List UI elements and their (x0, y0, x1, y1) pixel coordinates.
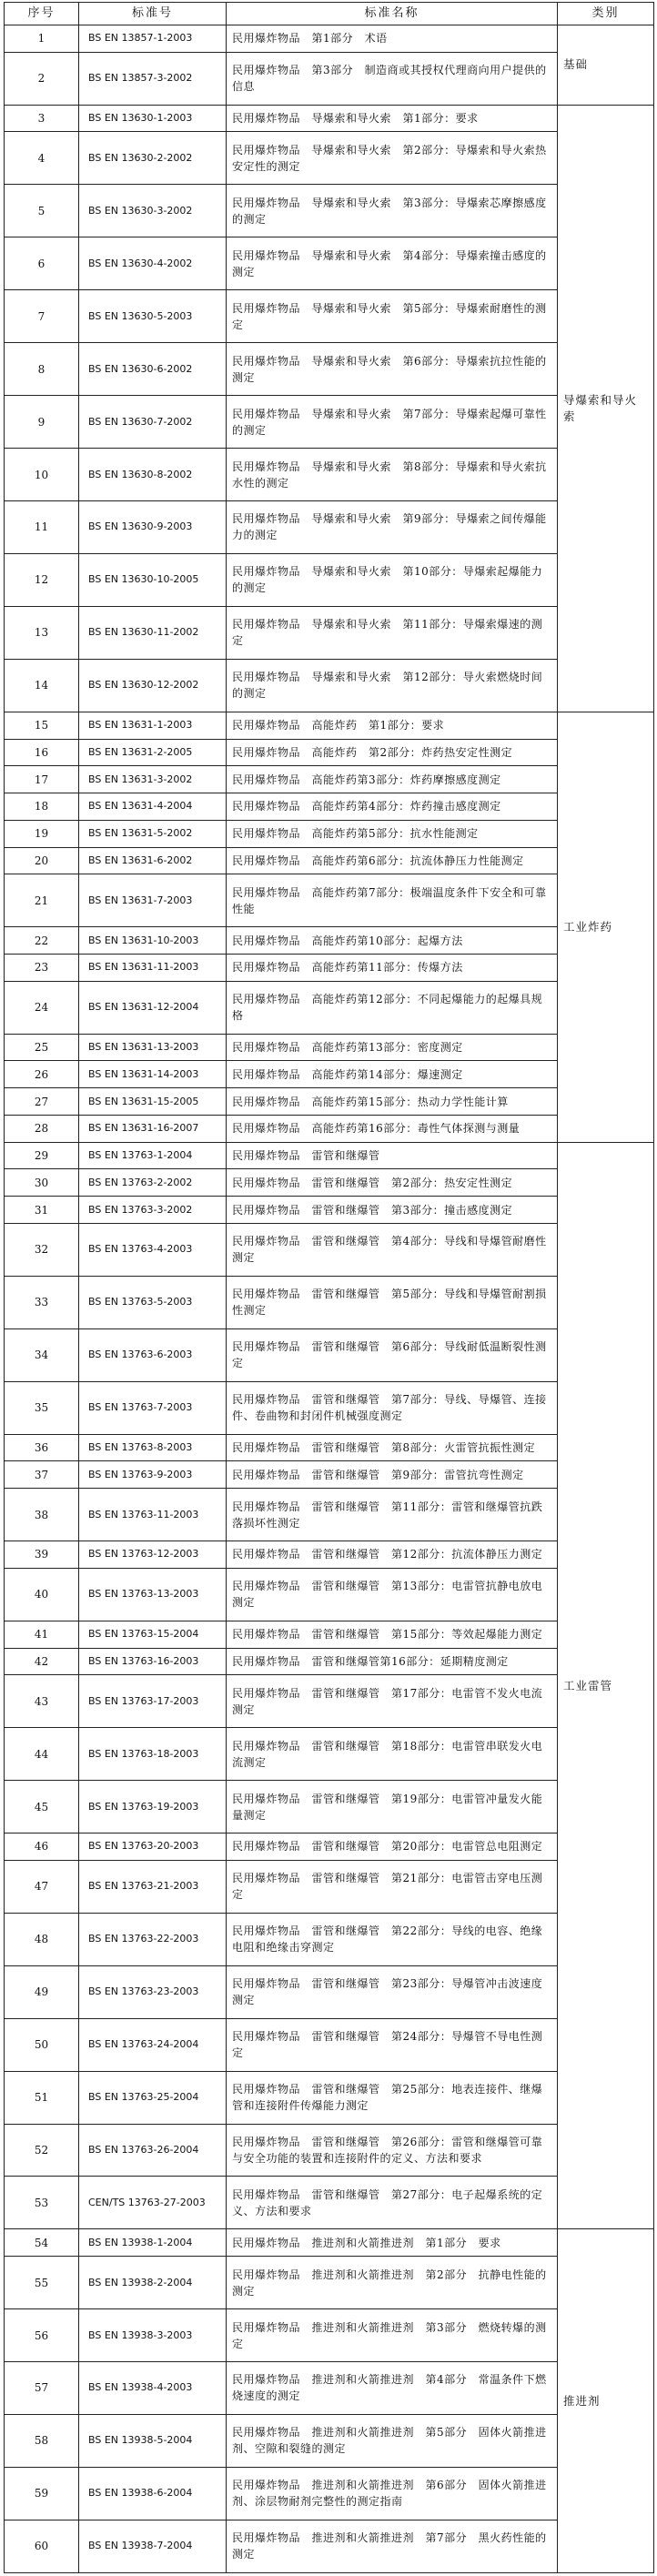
row-number: 40 (5, 1568, 79, 1621)
category-cell: 基础 (558, 25, 654, 106)
table-row (5, 1781, 654, 1834)
standard-name: 民用爆炸物品 雷管和继爆管 第25部分：地表连接件、继爆管和连接附件传爆能力测定 (227, 2071, 558, 2124)
header-no: 序号 (5, 3, 79, 25)
standard-number: BS EN 13630-2-2002 (79, 132, 227, 185)
standard-number: BS EN 13763-25-2004 (79, 2071, 227, 2124)
standard-number: BS EN 13630-9-2003 (79, 501, 227, 554)
standard-name: 民用爆炸物品 第1部分 术语 (227, 25, 558, 53)
standard-name: 民用爆炸物品 导爆索和导火索 第12部分：导火索燃烧时间的测定 (227, 659, 558, 712)
table-row (5, 2071, 654, 2124)
header-standard-number: 标准号 (79, 3, 227, 25)
table-row (5, 1061, 654, 1088)
table-row (5, 2229, 654, 2257)
standards-table-container (4, 2, 653, 2573)
table-row (5, 1328, 654, 1381)
row-number: 8 (5, 343, 79, 396)
standard-name: 民用爆炸物品 雷管和继爆管 第22部分：导线的电容、绝缘电阻和绝缘击穿测定 (227, 1913, 558, 1965)
standard-number: BS EN 13631-4-2004 (79, 793, 227, 821)
standard-name: 民用爆炸物品 导爆索和导火索 第7部分：导爆索起爆可靠性的测定 (227, 396, 558, 449)
standard-name: 民用爆炸物品 推进剂和火箭推进剂 第7部分 黑火药性能的测定 (227, 2520, 558, 2572)
standard-name: 民用爆炸物品 高能炸药 第1部分：要求 (227, 712, 558, 739)
standard-name: 民用爆炸物品 高能炸药第4部分：炸药撞击感度测定 (227, 793, 558, 821)
standard-name: 民用爆炸物品 导爆索和导火索 第5部分：导爆索耐磨性的测定 (227, 290, 558, 343)
standard-name: 民用爆炸物品 雷管和继爆管 第7部分：导线、导爆管、连接件、卷曲物和封闭件机械强度测定 (227, 1381, 558, 1434)
row-number: 12 (5, 553, 79, 606)
table-row (5, 2018, 654, 2071)
row-number: 4 (5, 132, 79, 185)
standard-number: BS EN 13763-22-2003 (79, 1913, 227, 1965)
row-number: 58 (5, 2414, 79, 2467)
standard-number: BS EN 13763-24-2004 (79, 2018, 227, 2071)
standard-number: BS EN 13938-2-2004 (79, 2257, 227, 2309)
standard-number: BS EN 13630-11-2002 (79, 606, 227, 659)
standard-name: 民用爆炸物品 导爆索和导火索 第1部分：要求 (227, 105, 558, 132)
row-number: 17 (5, 766, 79, 793)
standard-number: BS EN 13763-11-2003 (79, 1489, 227, 1541)
category-cell: 推进剂 (558, 2229, 654, 2573)
table-row (5, 1115, 654, 1142)
row-number: 30 (5, 1169, 79, 1197)
standard-number: CEN/TS 13763-27-2003 (79, 2177, 227, 2229)
standard-name: 民用爆炸物品 雷管和继爆管 第5部分：导线和导爆管耐割损性测定 (227, 1276, 558, 1328)
standard-number: BS EN 13763-20-2003 (79, 1834, 227, 1861)
standard-number: BS EN 13630-7-2002 (79, 396, 227, 449)
table-row (5, 954, 654, 981)
table-row (5, 606, 654, 659)
standard-number: BS EN 13763-4-2003 (79, 1223, 227, 1276)
standard-name: 民用爆炸物品 高能炸药 第2部分：炸药热安定性测定 (227, 739, 558, 766)
standard-number: BS EN 13763-16-2003 (79, 1648, 227, 1675)
standard-name: 民用爆炸物品 高能炸药第10部分：起爆方法 (227, 927, 558, 955)
table-row (5, 52, 654, 105)
row-number: 32 (5, 1223, 79, 1276)
table-row (5, 105, 654, 132)
standard-name: 民用爆炸物品 导爆索和导火索 第2部分：导爆索和导火索热安定性的测定 (227, 132, 558, 185)
table-row (5, 2257, 654, 2309)
table-row (5, 1648, 654, 1675)
standards-table (4, 2, 654, 2573)
standard-number: BS EN 13630-5-2003 (79, 290, 227, 343)
standard-name: 民用爆炸物品 雷管和继爆管 第9部分：雷管抗弯性测定 (227, 1461, 558, 1489)
standard-number: BS EN 13763-21-2003 (79, 1860, 227, 1913)
row-number: 1 (5, 25, 79, 53)
standard-name: 民用爆炸物品 雷管和继爆管 第23部分：导爆管冲击波速度测定 (227, 1965, 558, 2018)
table-row (5, 132, 654, 185)
standard-name: 民用爆炸物品 第3部分 制造商或其授权代理商向用户提供的信息 (227, 52, 558, 105)
standard-name: 民用爆炸物品 雷管和继爆管 第12部分：抗流体静压力测定 (227, 1541, 558, 1569)
standard-number: BS EN 13938-6-2004 (79, 2467, 227, 2520)
standard-number: BS EN 13938-1-2004 (79, 2229, 227, 2257)
row-number: 18 (5, 793, 79, 821)
standard-number: BS EN 13630-6-2002 (79, 343, 227, 396)
row-number: 39 (5, 1541, 79, 1569)
standard-number: BS EN 13630-12-2002 (79, 659, 227, 712)
table-row (5, 2124, 654, 2177)
standard-name: 民用爆炸物品 雷管和继爆管 第13部分：电雷管抗静电放电测定 (227, 1568, 558, 1621)
standard-number: BS EN 13631-12-2004 (79, 981, 227, 1034)
row-number: 3 (5, 105, 79, 132)
table-row (5, 2467, 654, 2520)
standard-number: BS EN 13631-6-2002 (79, 847, 227, 874)
row-number: 56 (5, 2309, 79, 2362)
row-number: 54 (5, 2229, 79, 2257)
table-row (5, 1541, 654, 1569)
table-row (5, 927, 654, 955)
standard-number: BS EN 13938-3-2003 (79, 2309, 227, 2362)
standard-number: BS EN 13857-1-2003 (79, 25, 227, 53)
row-number: 6 (5, 237, 79, 290)
standard-name: 民用爆炸物品 导爆索和导火索 第3部分：导爆索芯摩擦感度的测定 (227, 185, 558, 237)
standard-number: BS EN 13763-19-2003 (79, 1781, 227, 1834)
standard-number: BS EN 13630-8-2002 (79, 449, 227, 501)
row-number: 24 (5, 981, 79, 1034)
standard-name: 民用爆炸物品 导爆索和导火索 第4部分：导爆索撞击感度的测定 (227, 237, 558, 290)
standard-number: BS EN 13631-11-2003 (79, 954, 227, 981)
row-number: 2 (5, 52, 79, 105)
standard-name: 民用爆炸物品 雷管和继爆管 (227, 1142, 558, 1169)
table-row (5, 2520, 654, 2572)
standard-number: BS EN 13631-3-2002 (79, 766, 227, 793)
row-number: 38 (5, 1489, 79, 1541)
row-number: 33 (5, 1276, 79, 1328)
table-row (5, 2177, 654, 2229)
standard-name: 民用爆炸物品 导爆索和导火索 第10部分：导爆索起爆能力的测定 (227, 553, 558, 606)
row-number: 29 (5, 1142, 79, 1169)
row-number: 45 (5, 1781, 79, 1834)
standard-name: 民用爆炸物品 高能炸药第12部分：不同起爆能力的起爆具规格 (227, 981, 558, 1034)
standard-name: 民用爆炸物品 高能炸药第3部分：炸药摩擦感度测定 (227, 766, 558, 793)
table-row (5, 847, 654, 874)
row-number: 60 (5, 2520, 79, 2572)
standard-name: 民用爆炸物品 雷管和继爆管 第8部分：火雷管抗振性测定 (227, 1434, 558, 1461)
table-row (5, 2362, 654, 2415)
table-row (5, 739, 654, 766)
row-number: 41 (5, 1621, 79, 1648)
row-number: 50 (5, 2018, 79, 2071)
row-number: 37 (5, 1461, 79, 1489)
standard-number: BS EN 13938-7-2004 (79, 2520, 227, 2572)
standard-name: 民用爆炸物品 导爆索和导火索 第11部分：导爆索爆速的测定 (227, 606, 558, 659)
category-cell: 工业炸药 (558, 712, 654, 1142)
category-cell: 工业雷管 (558, 1142, 654, 2229)
row-number: 59 (5, 2467, 79, 2520)
standard-number: BS EN 13763-18-2003 (79, 1728, 227, 1781)
table-row (5, 553, 654, 606)
row-number: 19 (5, 820, 79, 847)
standard-name: 民用爆炸物品 高能炸药第5部分：抗水性能测定 (227, 820, 558, 847)
row-number: 10 (5, 449, 79, 501)
row-number: 20 (5, 847, 79, 874)
standard-number: BS EN 13630-10-2005 (79, 553, 227, 606)
row-number: 27 (5, 1088, 79, 1116)
row-number: 51 (5, 2071, 79, 2124)
table-row (5, 396, 654, 449)
standard-name: 民用爆炸物品 导爆索和导火索 第8部分：导爆索和导火索抗水性的测定 (227, 449, 558, 501)
header-standard-name: 标准名称 (227, 3, 558, 25)
table-row (5, 766, 654, 793)
standard-number: BS EN 13763-7-2003 (79, 1381, 227, 1434)
standard-name: 民用爆炸物品 雷管和继爆管 第24部分：导爆管不导电性测定 (227, 2018, 558, 2071)
row-number: 31 (5, 1197, 79, 1224)
row-number: 13 (5, 606, 79, 659)
standard-number: BS EN 13631-7-2003 (79, 874, 227, 927)
row-number: 22 (5, 927, 79, 955)
table-row (5, 820, 654, 847)
table-row (5, 501, 654, 554)
table-row (5, 1381, 654, 1434)
table-row (5, 659, 654, 712)
standard-name: 民用爆炸物品 推进剂和火箭推进剂 第1部分 要求 (227, 2229, 558, 2257)
row-number: 11 (5, 501, 79, 554)
table-row (5, 290, 654, 343)
standard-name: 民用爆炸物品 雷管和继爆管 第6部分：导线耐低温断裂性测定 (227, 1328, 558, 1381)
table-row (5, 1913, 654, 1965)
table-row (5, 1088, 654, 1116)
standard-name: 民用爆炸物品 雷管和继爆管 第19部分：电雷管冲量发火能量测定 (227, 1781, 558, 1834)
table-row (5, 1461, 654, 1489)
table-row (5, 25, 654, 53)
standard-name: 民用爆炸物品 推进剂和火箭推进剂 第3部分 燃烧转爆的测定 (227, 2309, 558, 2362)
standard-number: BS EN 13630-3-2002 (79, 185, 227, 237)
table-row (5, 1568, 654, 1621)
row-number: 53 (5, 2177, 79, 2229)
standard-name: 民用爆炸物品 雷管和继爆管 第18部分：电雷管串联发火电流测定 (227, 1728, 558, 1781)
standard-number: BS EN 13763-13-2003 (79, 1568, 227, 1621)
standard-name: 民用爆炸物品 高能炸药第13部分：密度测定 (227, 1034, 558, 1061)
table-row (5, 874, 654, 927)
standard-number: BS EN 13631-13-2003 (79, 1034, 227, 1061)
table-row (5, 1728, 654, 1781)
row-number: 48 (5, 1913, 79, 1965)
table-body (5, 25, 654, 2573)
standard-name: 民用爆炸物品 雷管和继爆管 第26部分：雷管和继爆管可靠与安全功能的装置和连接附件的定义、方法和要求 (227, 2124, 558, 2177)
standard-name: 民用爆炸物品 高能炸药第14部分：爆速测定 (227, 1061, 558, 1088)
table-row (5, 1197, 654, 1224)
standard-number: BS EN 13763-15-2004 (79, 1621, 227, 1648)
row-number: 7 (5, 290, 79, 343)
standard-number: BS EN 13938-5-2004 (79, 2414, 227, 2467)
standard-name: 民用爆炸物品 雷管和继爆管 第3部分：撞击感度测定 (227, 1197, 558, 1224)
table-row (5, 1860, 654, 1913)
standard-number: BS EN 13630-4-2002 (79, 237, 227, 290)
standard-name: 民用爆炸物品 雷管和继爆管 第15部分：等效起爆能力测定 (227, 1621, 558, 1648)
row-number: 42 (5, 1648, 79, 1675)
standard-name: 民用爆炸物品 雷管和继爆管 第21部分：电雷管击穿电压测定 (227, 1860, 558, 1913)
standard-name: 民用爆炸物品 导爆索和导火索 第6部分：导爆索抗拉性能的测定 (227, 343, 558, 396)
row-number: 49 (5, 1965, 79, 2018)
standard-name: 民用爆炸物品 高能炸药第11部分：传爆方法 (227, 954, 558, 981)
standard-number: BS EN 13763-2-2002 (79, 1169, 227, 1197)
row-number: 28 (5, 1115, 79, 1142)
row-number: 21 (5, 874, 79, 927)
standard-number: BS EN 13763-5-2003 (79, 1276, 227, 1328)
standard-number: BS EN 13630-1-2003 (79, 105, 227, 132)
standard-name: 民用爆炸物品 雷管和继爆管 第2部分：热安定性测定 (227, 1169, 558, 1197)
row-number: 47 (5, 1860, 79, 1913)
table-row (5, 2414, 654, 2467)
table-row (5, 343, 654, 396)
standard-number: BS EN 13631-1-2003 (79, 712, 227, 739)
standard-name: 民用爆炸物品 推进剂和火箭推进剂 第6部分 固体火箭推进剂、涂层物耐剂完整性的测定指南 (227, 2467, 558, 2520)
standard-name: 民用爆炸物品 导爆索和导火索 第9部分：导爆索之间传爆能力的测定 (227, 501, 558, 554)
row-number: 23 (5, 954, 79, 981)
standard-number: BS EN 13763-9-2003 (79, 1461, 227, 1489)
row-number: 9 (5, 396, 79, 449)
standard-name: 民用爆炸物品 雷管和继爆管 第20部分：电雷管总电阻测定 (227, 1834, 558, 1861)
table-row (5, 1142, 654, 1169)
standard-number: BS EN 13857-3-2002 (79, 52, 227, 105)
row-number: 26 (5, 1061, 79, 1088)
standard-name: 民用爆炸物品 雷管和继爆管 第4部分：导线和导爆管耐磨性测定 (227, 1223, 558, 1276)
table-row (5, 793, 654, 821)
standard-name: 民用爆炸物品 推进剂和火箭推进剂 第5部分 固体火箭推进剂、空隙和裂缝的测定 (227, 2414, 558, 2467)
row-number: 15 (5, 712, 79, 739)
table-row (5, 712, 654, 739)
table-row (5, 1965, 654, 2018)
row-number: 25 (5, 1034, 79, 1061)
standard-name: 民用爆炸物品 高能炸药第15部分：热动力学性能计算 (227, 1088, 558, 1116)
standard-number: BS EN 13763-1-2004 (79, 1142, 227, 1169)
row-number: 43 (5, 1675, 79, 1728)
standard-name: 民用爆炸物品 雷管和继爆管 第17部分：电雷管不发火电流测定 (227, 1675, 558, 1728)
table-row (5, 2309, 654, 2362)
table-header (5, 3, 654, 25)
table-row (5, 1434, 654, 1461)
row-number: 52 (5, 2124, 79, 2177)
row-number: 44 (5, 1728, 79, 1781)
standard-number: BS EN 13631-2-2005 (79, 739, 227, 766)
standard-number: BS EN 13631-16-2007 (79, 1115, 227, 1142)
standard-name: 民用爆炸物品 雷管和继爆管 第27部分：电子起爆系统的定义、方法和要求 (227, 2177, 558, 2229)
row-number: 36 (5, 1434, 79, 1461)
standard-number: BS EN 13938-4-2003 (79, 2362, 227, 2415)
table-row (5, 1034, 654, 1061)
table-row (5, 1675, 654, 1728)
table-row (5, 1621, 654, 1648)
standard-number: BS EN 13631-10-2003 (79, 927, 227, 955)
table-row (5, 1223, 654, 1276)
table-row (5, 237, 654, 290)
standard-number: BS EN 13763-8-2003 (79, 1434, 227, 1461)
table-row (5, 1834, 654, 1861)
standard-name: 民用爆炸物品 高能炸药第6部分：抗流体静压力性能测定 (227, 847, 558, 874)
standard-number: BS EN 13763-12-2003 (79, 1541, 227, 1569)
row-number: 35 (5, 1381, 79, 1434)
row-number: 14 (5, 659, 79, 712)
standard-number: BS EN 13631-15-2005 (79, 1088, 227, 1116)
header-category: 类别 (558, 3, 654, 25)
table-row (5, 185, 654, 237)
standard-number: BS EN 13763-26-2004 (79, 2124, 227, 2177)
standard-name: 民用爆炸物品 高能炸药第7部分：极端温度条件下安全和可靠性能 (227, 874, 558, 927)
table-row (5, 981, 654, 1034)
standard-number: BS EN 13631-14-2003 (79, 1061, 227, 1088)
standard-name: 民用爆炸物品 推进剂和火箭推进剂 第4部分 常温条件下燃烧速度的测定 (227, 2362, 558, 2415)
table-row (5, 1489, 654, 1541)
standard-name: 民用爆炸物品 雷管和继爆管 第11部分：雷管和继爆管抗跌落损坏性测定 (227, 1489, 558, 1541)
row-number: 16 (5, 739, 79, 766)
standard-name: 民用爆炸物品 高能炸药第16部分：毒性气体探测与测量 (227, 1115, 558, 1142)
table-row (5, 1276, 654, 1328)
standard-number: BS EN 13763-17-2003 (79, 1675, 227, 1728)
standard-number: BS EN 13763-3-2002 (79, 1197, 227, 1224)
row-number: 5 (5, 185, 79, 237)
row-number: 57 (5, 2362, 79, 2415)
standard-number: BS EN 13631-5-2002 (79, 820, 227, 847)
row-number: 34 (5, 1328, 79, 1381)
standard-name: 民用爆炸物品 推进剂和火箭推进剂 第2部分 抗静电性能的测定 (227, 2257, 558, 2309)
row-number: 46 (5, 1834, 79, 1861)
row-number: 55 (5, 2257, 79, 2309)
header-row (5, 3, 654, 25)
category-cell: 导爆索和导火索 (558, 105, 654, 712)
table-row (5, 1169, 654, 1197)
standard-name: 民用爆炸物品 雷管和继爆管第16部分：延期精度测定 (227, 1648, 558, 1675)
standard-number: BS EN 13763-23-2003 (79, 1965, 227, 2018)
standard-number: BS EN 13763-6-2003 (79, 1328, 227, 1381)
table-row (5, 449, 654, 501)
